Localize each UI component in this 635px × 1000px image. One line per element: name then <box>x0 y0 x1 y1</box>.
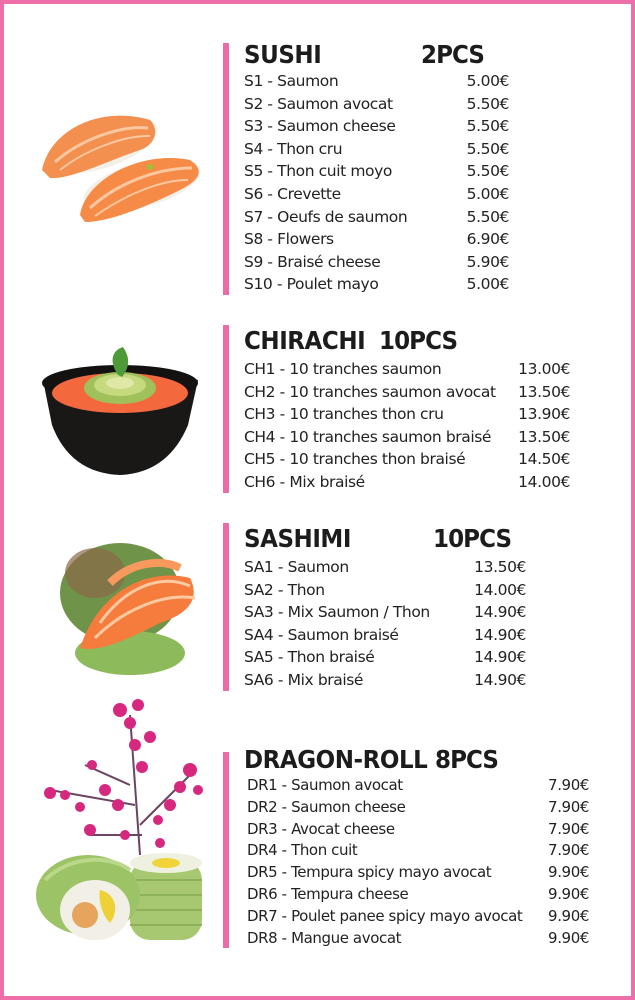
menu-item-list <box>244 70 509 296</box>
item-name: CH6 - Mix braisé <box>244 472 365 491</box>
item-price: 13.90€ <box>518 405 570 424</box>
section-title: SUSHI <box>244 40 322 69</box>
item-price: 13.50€ <box>518 382 570 401</box>
item-price: 5.50€ <box>466 162 509 181</box>
section-pieces: 2PCS <box>421 40 485 69</box>
menu-section-dragon-roll <box>223 745 603 948</box>
item-price: 5.50€ <box>466 139 509 158</box>
item-name: CH1 - 10 tranches saumon <box>244 360 442 378</box>
menu-item <box>247 797 589 819</box>
item-price: 9.90€ <box>548 863 589 882</box>
item-name: SA3 - Mix Saumon / Thon <box>244 603 430 622</box>
menu-item <box>244 426 570 449</box>
section-pieces: 10PCS <box>379 326 458 355</box>
item-name: DR8 - Mangue avocat <box>247 928 402 947</box>
item-price: 13.00€ <box>518 360 570 378</box>
item-price: 7.90€ <box>548 797 589 816</box>
section-accent-bar <box>223 752 229 948</box>
item-name: DR6 - Tempura cheese <box>247 884 409 903</box>
menu-item <box>244 471 570 494</box>
item-name: S3 - Saumon cheese <box>244 117 396 136</box>
section-title: CHIRACHI <box>244 326 366 355</box>
item-name: DR4 - Thon cuit <box>247 841 358 860</box>
menu-item <box>244 273 509 296</box>
menu-item <box>247 862 589 884</box>
menu-item <box>244 556 526 579</box>
menu-item <box>244 93 509 116</box>
item-name: S2 - Saumon avocat <box>244 94 393 113</box>
item-price: 14.90€ <box>474 670 526 689</box>
dragon-roll-image <box>30 695 210 950</box>
item-price: 7.90€ <box>548 841 589 860</box>
item-price: 14.00€ <box>518 472 570 491</box>
item-price: 14.90€ <box>474 648 526 667</box>
menu-item <box>247 884 589 906</box>
item-price: 9.90€ <box>548 928 589 947</box>
menu-item <box>244 206 509 229</box>
item-name: S10 - Poulet mayo <box>244 275 379 294</box>
menu-item <box>244 358 570 381</box>
section-accent-bar <box>223 325 229 493</box>
item-price: 14.90€ <box>474 603 526 622</box>
item-price: 6.90€ <box>466 230 509 249</box>
section-accent-bar <box>223 523 229 691</box>
menu-item <box>244 228 509 251</box>
menu-section-sushi <box>223 40 523 295</box>
item-price: 7.90€ <box>548 819 589 838</box>
menu-item <box>244 160 509 183</box>
section-pieces: 8PCS <box>435 745 499 774</box>
menu-item-list <box>244 556 526 692</box>
item-name: S8 - Flowers <box>244 230 334 249</box>
menu-item <box>244 70 509 93</box>
item-name: S1 - Saumon <box>244 72 339 90</box>
item-name: DR5 - Tempura spicy mayo avocat <box>247 863 492 882</box>
chirashi-bowl-image <box>38 345 203 480</box>
item-name: S7 - Oeufs de saumon <box>244 207 408 226</box>
item-name: SA2 - Thon <box>244 580 325 599</box>
item-price: 9.90€ <box>548 884 589 903</box>
item-price: 5.00€ <box>466 184 509 203</box>
section-title: SASHIMI <box>244 524 351 553</box>
item-price: 7.90€ <box>548 776 589 794</box>
menu-item <box>244 669 526 692</box>
menu-item <box>244 624 526 647</box>
item-price: 5.50€ <box>466 94 509 113</box>
menu-item <box>247 775 589 797</box>
item-name: SA1 - Saumon <box>244 558 349 576</box>
item-name: CH4 - 10 tranches saumon braisé <box>244 427 492 446</box>
menu-item <box>244 579 526 602</box>
menu-item <box>244 115 509 138</box>
item-name: S4 - Thon cru <box>244 139 343 158</box>
item-name: DR3 - Avocat cheese <box>247 819 395 838</box>
menu-item <box>244 601 526 624</box>
item-name: S6 - Crevette <box>244 184 341 203</box>
menu-item <box>244 646 526 669</box>
item-price: 13.50€ <box>518 427 570 446</box>
menu-item <box>244 448 570 471</box>
item-name: DR7 - Poulet panee spicy mayo avocat <box>247 906 523 925</box>
menu-item <box>244 381 570 404</box>
menu-section-chirachi <box>223 325 583 493</box>
item-name: DR2 - Saumon cheese <box>247 797 406 816</box>
item-name: SA4 - Saumon braisé <box>244 625 399 644</box>
menu-item <box>247 928 589 950</box>
menu-item-list <box>244 358 570 494</box>
section-accent-bar <box>223 43 229 295</box>
item-price: 14.90€ <box>474 625 526 644</box>
item-name: CH3 - 10 tranches thon cru <box>244 405 444 424</box>
item-price: 5.90€ <box>466 252 509 271</box>
menu-item <box>247 819 589 841</box>
menu-item <box>244 138 509 161</box>
item-name: S5 - Thon cuit moyo <box>244 162 392 181</box>
menu-item <box>244 403 570 426</box>
section-title: DRAGON-ROLL <box>244 745 428 774</box>
item-price: 5.50€ <box>466 117 509 136</box>
menu-item <box>244 183 509 206</box>
item-name: CH5 - 10 tranches thon braisé <box>244 450 466 469</box>
section-pieces: 10PCS <box>433 524 512 553</box>
item-price: 14.50€ <box>518 450 570 469</box>
menu-item <box>247 840 589 862</box>
menu-item-list <box>247 775 589 949</box>
item-price: 5.00€ <box>466 275 509 294</box>
salmon-sashimi-image <box>40 528 210 688</box>
item-price: 5.00€ <box>466 72 509 90</box>
menu-item <box>244 251 509 274</box>
item-name: DR1 - Saumon avocat <box>247 776 403 794</box>
item-price: 9.90€ <box>548 906 589 925</box>
menu-item <box>247 906 589 928</box>
item-price: 5.50€ <box>466 207 509 226</box>
item-name: CH2 - 10 tranches saumon avocat <box>244 382 496 401</box>
salmon-nigiri-image <box>30 100 205 230</box>
item-price: 13.50€ <box>474 558 526 576</box>
item-name: SA5 - Thon braisé <box>244 648 375 667</box>
item-name: S9 - Braisé cheese <box>244 252 381 271</box>
menu-section-sashimi <box>223 523 533 691</box>
item-price: 14.00€ <box>474 580 526 599</box>
item-name: SA6 - Mix braisé <box>244 670 364 689</box>
